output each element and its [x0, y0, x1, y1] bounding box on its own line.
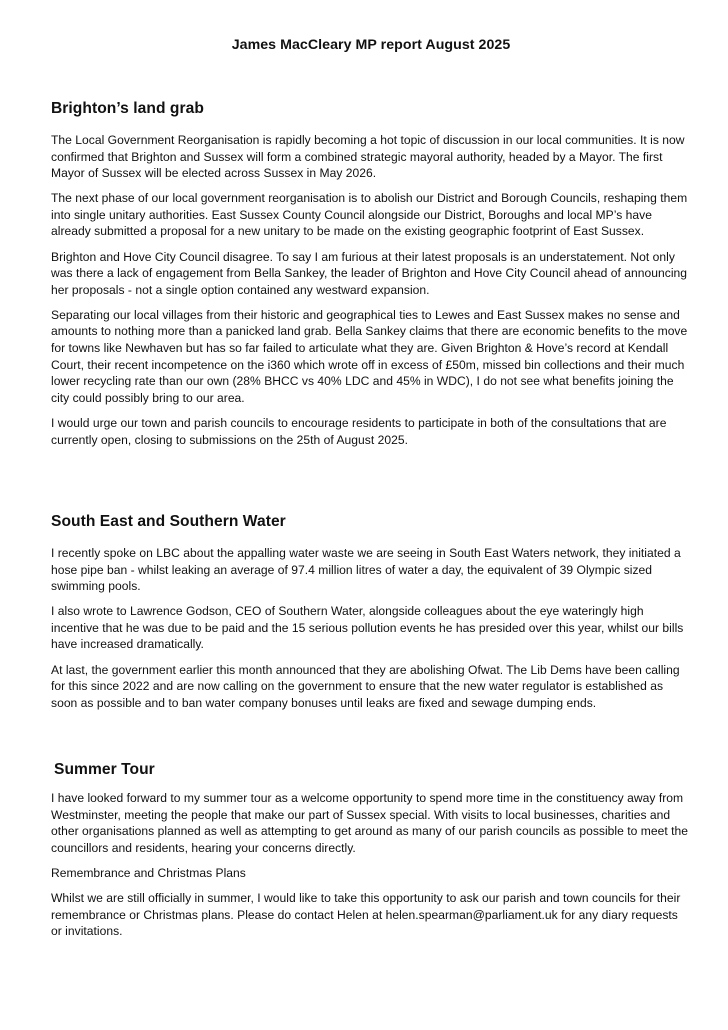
section-summer-tour	[51, 761, 691, 948]
document-title: James MacCleary MP report August 2025	[231, 37, 511, 53]
paragraph: Brighton and Hove City Council disagree. To say I am furious at their latest proposals is an understatement. Not only was there a lack of engagement from Bella Sankey, the leader of Brighton and Hove City Council ahead of announcing her proposals - not a single option contained any westward expansion.	[51, 249, 688, 297]
section-heading: Brighton’s land grab	[51, 100, 204, 117]
section-heading: Summer Tour	[54, 761, 155, 778]
paragraph: The Local Government Reorganisation is rapidly becoming a hot topic of discussion in our local communities. It is now confirmed that Brighton and Sussex will form a combined strategic mayoral authority, headed by a Mayor. The first Mayor of Sussex will be elected across Sussex in May 2026.	[51, 133, 685, 181]
paragraph: I would urge our town and parish councils to encourage residents to participate in both of the consultations that are currently open, closing to submissions on the 25th of August 2025.	[51, 415, 667, 447]
paragraph: Separating our local villages from their historic and geographical ties to Lewes and East Sussex makes no sense and amounts to nothing more than a panicked land grab. Bella Sankey claims that there are economic benefits to the move for towns like Newhaven but has so far failed to articulate what they are. Given Brighton & Hove’s record at Kendall Court, their recent incompetence on the i360 which wrote off in excess of £50m, missed bin collections and their much lower recycling rate than our own (28% BHCC vs 40% LDC and 45% in WDC), I do not see what benefits joining the city could possibly bring to our area.	[51, 307, 688, 405]
paragraph: Whilst we are still officially in summer, I would like to take this opportunity to ask our parish and town councils for their remembrance or Christmas plans. Please do contact Helen at helen.spearman@parliament.uk for any diary requests or invitations.	[51, 890, 681, 939]
paragraph: The next phase of our local government reorganisation is to abolish our District and Borough Councils, reshaping them into single unitary authorities. East Sussex County Council alongside our District, Boroughs and local MP’s have already submitted a proposal for a new unitary to be made on the existing geographic footprint of East Sussex.	[51, 191, 688, 239]
section-southern-water	[51, 513, 691, 720]
section-heading: South East and Southern Water	[51, 513, 286, 530]
paragraph: At last, the government earlier this month announced that they are abolishing Ofwat. The Lib Dems have been calling for this since 2022 and are now calling on the government to ensure that the new water regulator is established as soon as possible and to ban water company bonuses until leaks are fixed and sewage dumping ends.	[51, 662, 680, 710]
paragraph: I recently spoke on LBC about the appalling water waste we are seeing in South East Waters network, they initiated a hose pipe ban - whilst leaking an average of 97.4 million litres of water a day, the equivalent of 39 Olympic sized swimming pools.	[51, 546, 681, 594]
section-brightons-land-grab	[51, 100, 691, 457]
paragraph: I also wrote to Lawrence Godson, CEO of Southern Water, alongside colleagues about the eye wateringly high incentive that he was due to be paid and the 15 serious pollution events he has presided over this year, whilst our bills have increased dramatically.	[51, 604, 684, 652]
subheading-paragraph: Remembrance and Christmas Plans	[51, 865, 246, 880]
paragraph: I have looked forward to my summer tour as a welcome opportunity to spend more time in the constituency away from Westminster, meeting the people that make our part of Sussex special. With visits to local businesses, charities and other organisations planned as well as attempting to get around as many of our parish councils as possible to meet the councillors and residents, hearing your concerns directly.	[51, 791, 688, 855]
